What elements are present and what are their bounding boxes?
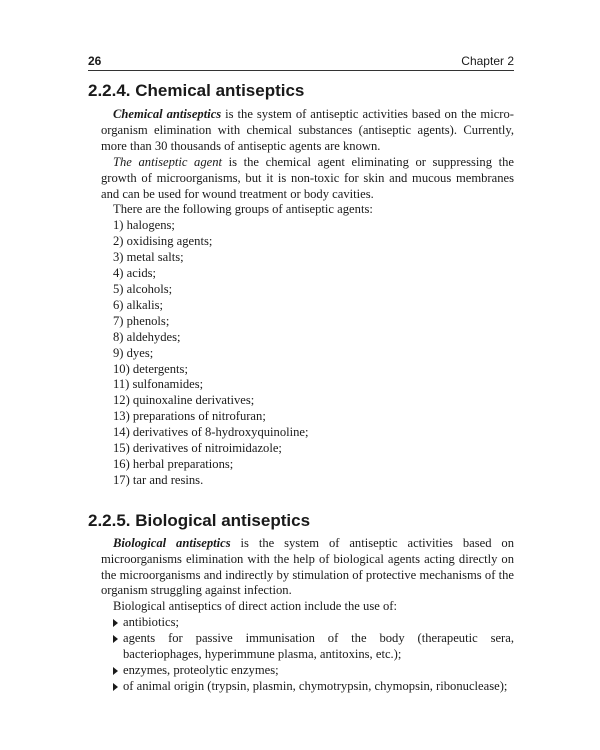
list-item (101, 631, 514, 663)
list-item: 14) derivatives of 8-hydroxyquinoline; (113, 425, 309, 440)
section-heading-biological: 2.2.5. Biological antiseptics (88, 510, 311, 530)
page-number: 26 (88, 54, 102, 68)
list-item-text: agents for passive immunisation of the body (therapeutic sera, bacteriophages, hyperimmune plasma, antitoxins, etc.); (123, 631, 514, 662)
term-chemical-antiseptics: Chemical antiseptics (113, 107, 222, 121)
list-item-text: of animal origin (trypsin, plasmin, chymotrypsin, chymopsin, ribonuclease); (123, 678, 508, 693)
paragraph-groups-intro: There are the following groups of antiseptic agents: (113, 202, 373, 217)
paragraph-direct-action-intro: Biological antiseptics of direct action include the use of: (113, 599, 397, 614)
paragraph-antiseptic-agent (101, 155, 514, 203)
list-item: 15) derivatives of nitroimidazole; (113, 441, 282, 456)
list-item: 12) quinoxaline derivatives; (113, 393, 255, 408)
direct-action-list (101, 615, 514, 695)
list-item: 7) phenols; (113, 313, 170, 328)
paragraph-text: is the system of antiseptic activities based on the micro-organism elimination with chemical substances (antiseptic agents). Currently, more than 30 thousands of antiseptic agents are known. (101, 107, 514, 153)
term-biological-antiseptics: Biological antiseptics (113, 535, 231, 550)
term-antiseptic-agent: The antiseptic agent (113, 154, 223, 169)
list-item-text: enzymes, proteolytic enzymes; (123, 663, 279, 677)
section-heading-chemical: 2.2.4. Chemical antiseptics (88, 81, 305, 100)
paragraph-text: is the chemical agent eliminating or suppressing the growth of microorganisms, but it is non-toxic for skin and mucous membranes and can be used for wound treatment or body cavities. (101, 154, 514, 201)
list-item: 16) herbal preparations; (113, 456, 234, 471)
antiseptic-groups-list (101, 218, 514, 488)
list-item: 13) preparations of nitrofuran; (113, 409, 266, 424)
list-item: 3) metal salts; (113, 250, 184, 265)
list-item: 4) acids; (113, 266, 157, 281)
triangle-bullet-icon (113, 619, 118, 627)
chapter-label: Chapter 2 (461, 54, 514, 68)
paragraph-chemical-definition (101, 107, 514, 155)
page-content (88, 80, 514, 695)
triangle-bullet-icon (113, 635, 118, 643)
list-item: 9) dyes; (113, 345, 154, 360)
list-item-text: antibiotics; (123, 615, 179, 630)
list-item: 1) halogens; (113, 218, 175, 233)
list-item: 2) oxidising agents; (113, 234, 213, 249)
list-item (101, 663, 514, 679)
list-item: 8) aldehydes; (113, 329, 181, 344)
list-item: 6) alkalis; (113, 297, 164, 312)
list-item: 11) sulfonamides; (113, 377, 204, 392)
list-item: 5) alcohols; (113, 281, 173, 296)
list-item (101, 679, 514, 695)
list-item (101, 615, 514, 631)
triangle-bullet-icon (113, 683, 118, 691)
list-item: 10) detergents; (113, 361, 188, 376)
paragraph-biological-definition (101, 536, 514, 600)
running-header (88, 52, 514, 71)
paragraph-text: is the system of antiseptic activities based on microorganisms elimination with the help of biological agents acting directly on the microorganisms and indirectly by stimulation of protective mechanisms of the organism struggling against infection. (101, 535, 514, 598)
list-item: 17) tar and resins. (113, 472, 204, 487)
triangle-bullet-icon (113, 667, 118, 675)
